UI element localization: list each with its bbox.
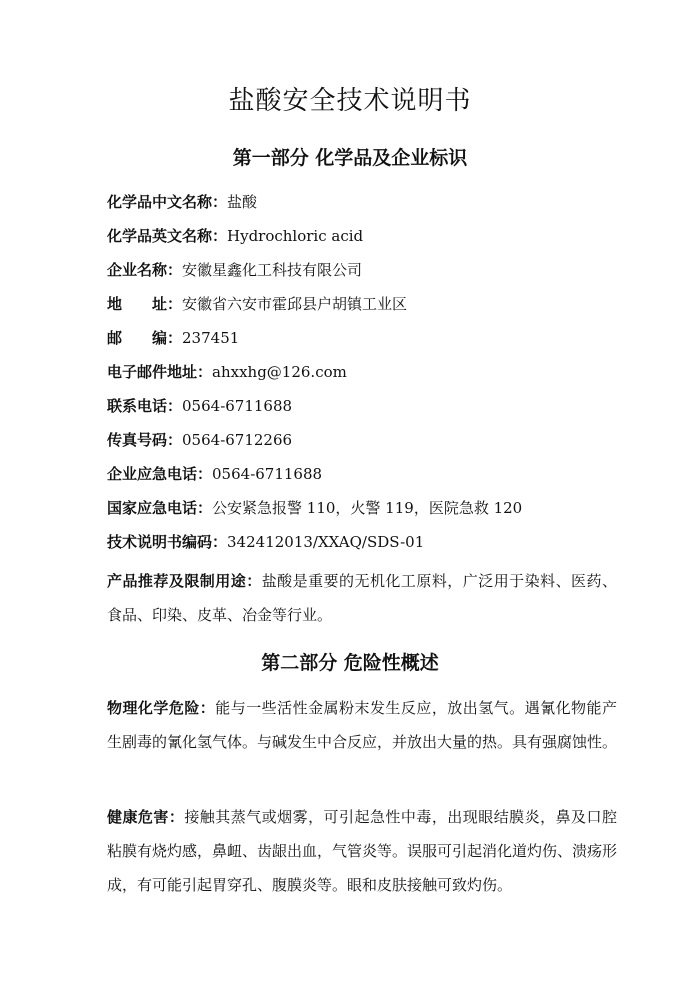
field-postcode (107, 324, 627, 358)
field-value: 0564-6711688 (182, 397, 293, 415)
physical-hazard-paragraph (107, 691, 617, 759)
field-value: 0564-6712266 (182, 431, 293, 449)
field-label: 企业应急电话： (107, 465, 213, 483)
field-label: 传真号码： (107, 431, 183, 449)
field-fax (107, 426, 627, 460)
field-phone (107, 392, 627, 426)
field-label: 联系电话： (107, 397, 183, 415)
field-value: 公安紧急报警 110，火警 119，医院急救 120 (212, 499, 523, 517)
field-label: 企业名称： (107, 261, 183, 279)
field-value: 安徽星鑫化工科技有限公司 (182, 261, 363, 279)
field-value: 0564-6711688 (212, 465, 323, 483)
usage-paragraph (107, 564, 617, 632)
usage-text: 盐酸是重要的无机化工原料，广泛用于染料、医药、食品、印染、皮革、冶金等行业。 (107, 572, 617, 624)
health-hazard-label: 健康危害： (107, 808, 185, 826)
field-value: 237451 (182, 329, 240, 347)
field-national-emergency-phone (107, 494, 627, 528)
field-label: 国家应急电话： (107, 499, 213, 517)
usage-label: 产品推荐及限制用途： (107, 572, 262, 590)
field-english-name (107, 222, 627, 256)
section-1-heading: 第一部分 化学品及企业标识 (232, 147, 468, 169)
field-value: ahxxhg@126.com (212, 363, 347, 381)
field-company-name (107, 256, 627, 290)
field-value: 342412013/XXAQ/SDS-01 (227, 533, 425, 551)
field-label: 技术说明书编码： (107, 533, 228, 551)
health-hazard-paragraph (107, 800, 617, 902)
field-chinese-name (107, 188, 627, 222)
field-label: 邮 编： (107, 329, 183, 347)
field-address (107, 290, 627, 324)
section-2-heading: 第二部分 危险性概述 (261, 652, 439, 674)
identification-fields (107, 188, 627, 562)
field-label: 电子邮件地址： (107, 363, 213, 381)
field-label: 地 址： (107, 295, 183, 313)
field-label: 化学品英文名称： (107, 227, 228, 245)
physical-hazard-label: 物理化学危险： (107, 699, 216, 717)
field-sds-code (107, 528, 627, 562)
field-value: Hydrochloric acid (227, 227, 364, 245)
health-hazard-text: 接触其蒸气或烟雾，可引起急性中毒，出现眼结膜炎，鼻及口腔粘膜有烧灼感，鼻衄、齿龈出血，气管炎等。误服可引起消化道灼伤、溃疡形成，有可能引起胃穿孔、腹膜炎等。眼和皮肤接触可致灼伤。 (107, 808, 618, 894)
field-label: 化学品中文名称： (107, 193, 228, 211)
field-value: 盐酸 (227, 193, 258, 211)
field-company-emergency-phone (107, 460, 627, 494)
document-title: 盐酸安全技术说明书 (228, 86, 472, 116)
field-value: 安徽省六安市霍邱县户胡镇工业区 (182, 295, 408, 313)
physical-hazard-text: 能与一些活性金属粉末发生反应，放出氢气。遇氰化物能产生剧毒的氰化氢气体。与碱发生中合反应，并放出大量的热。具有强腐蚀性。 (107, 699, 618, 751)
field-email (107, 358, 627, 392)
